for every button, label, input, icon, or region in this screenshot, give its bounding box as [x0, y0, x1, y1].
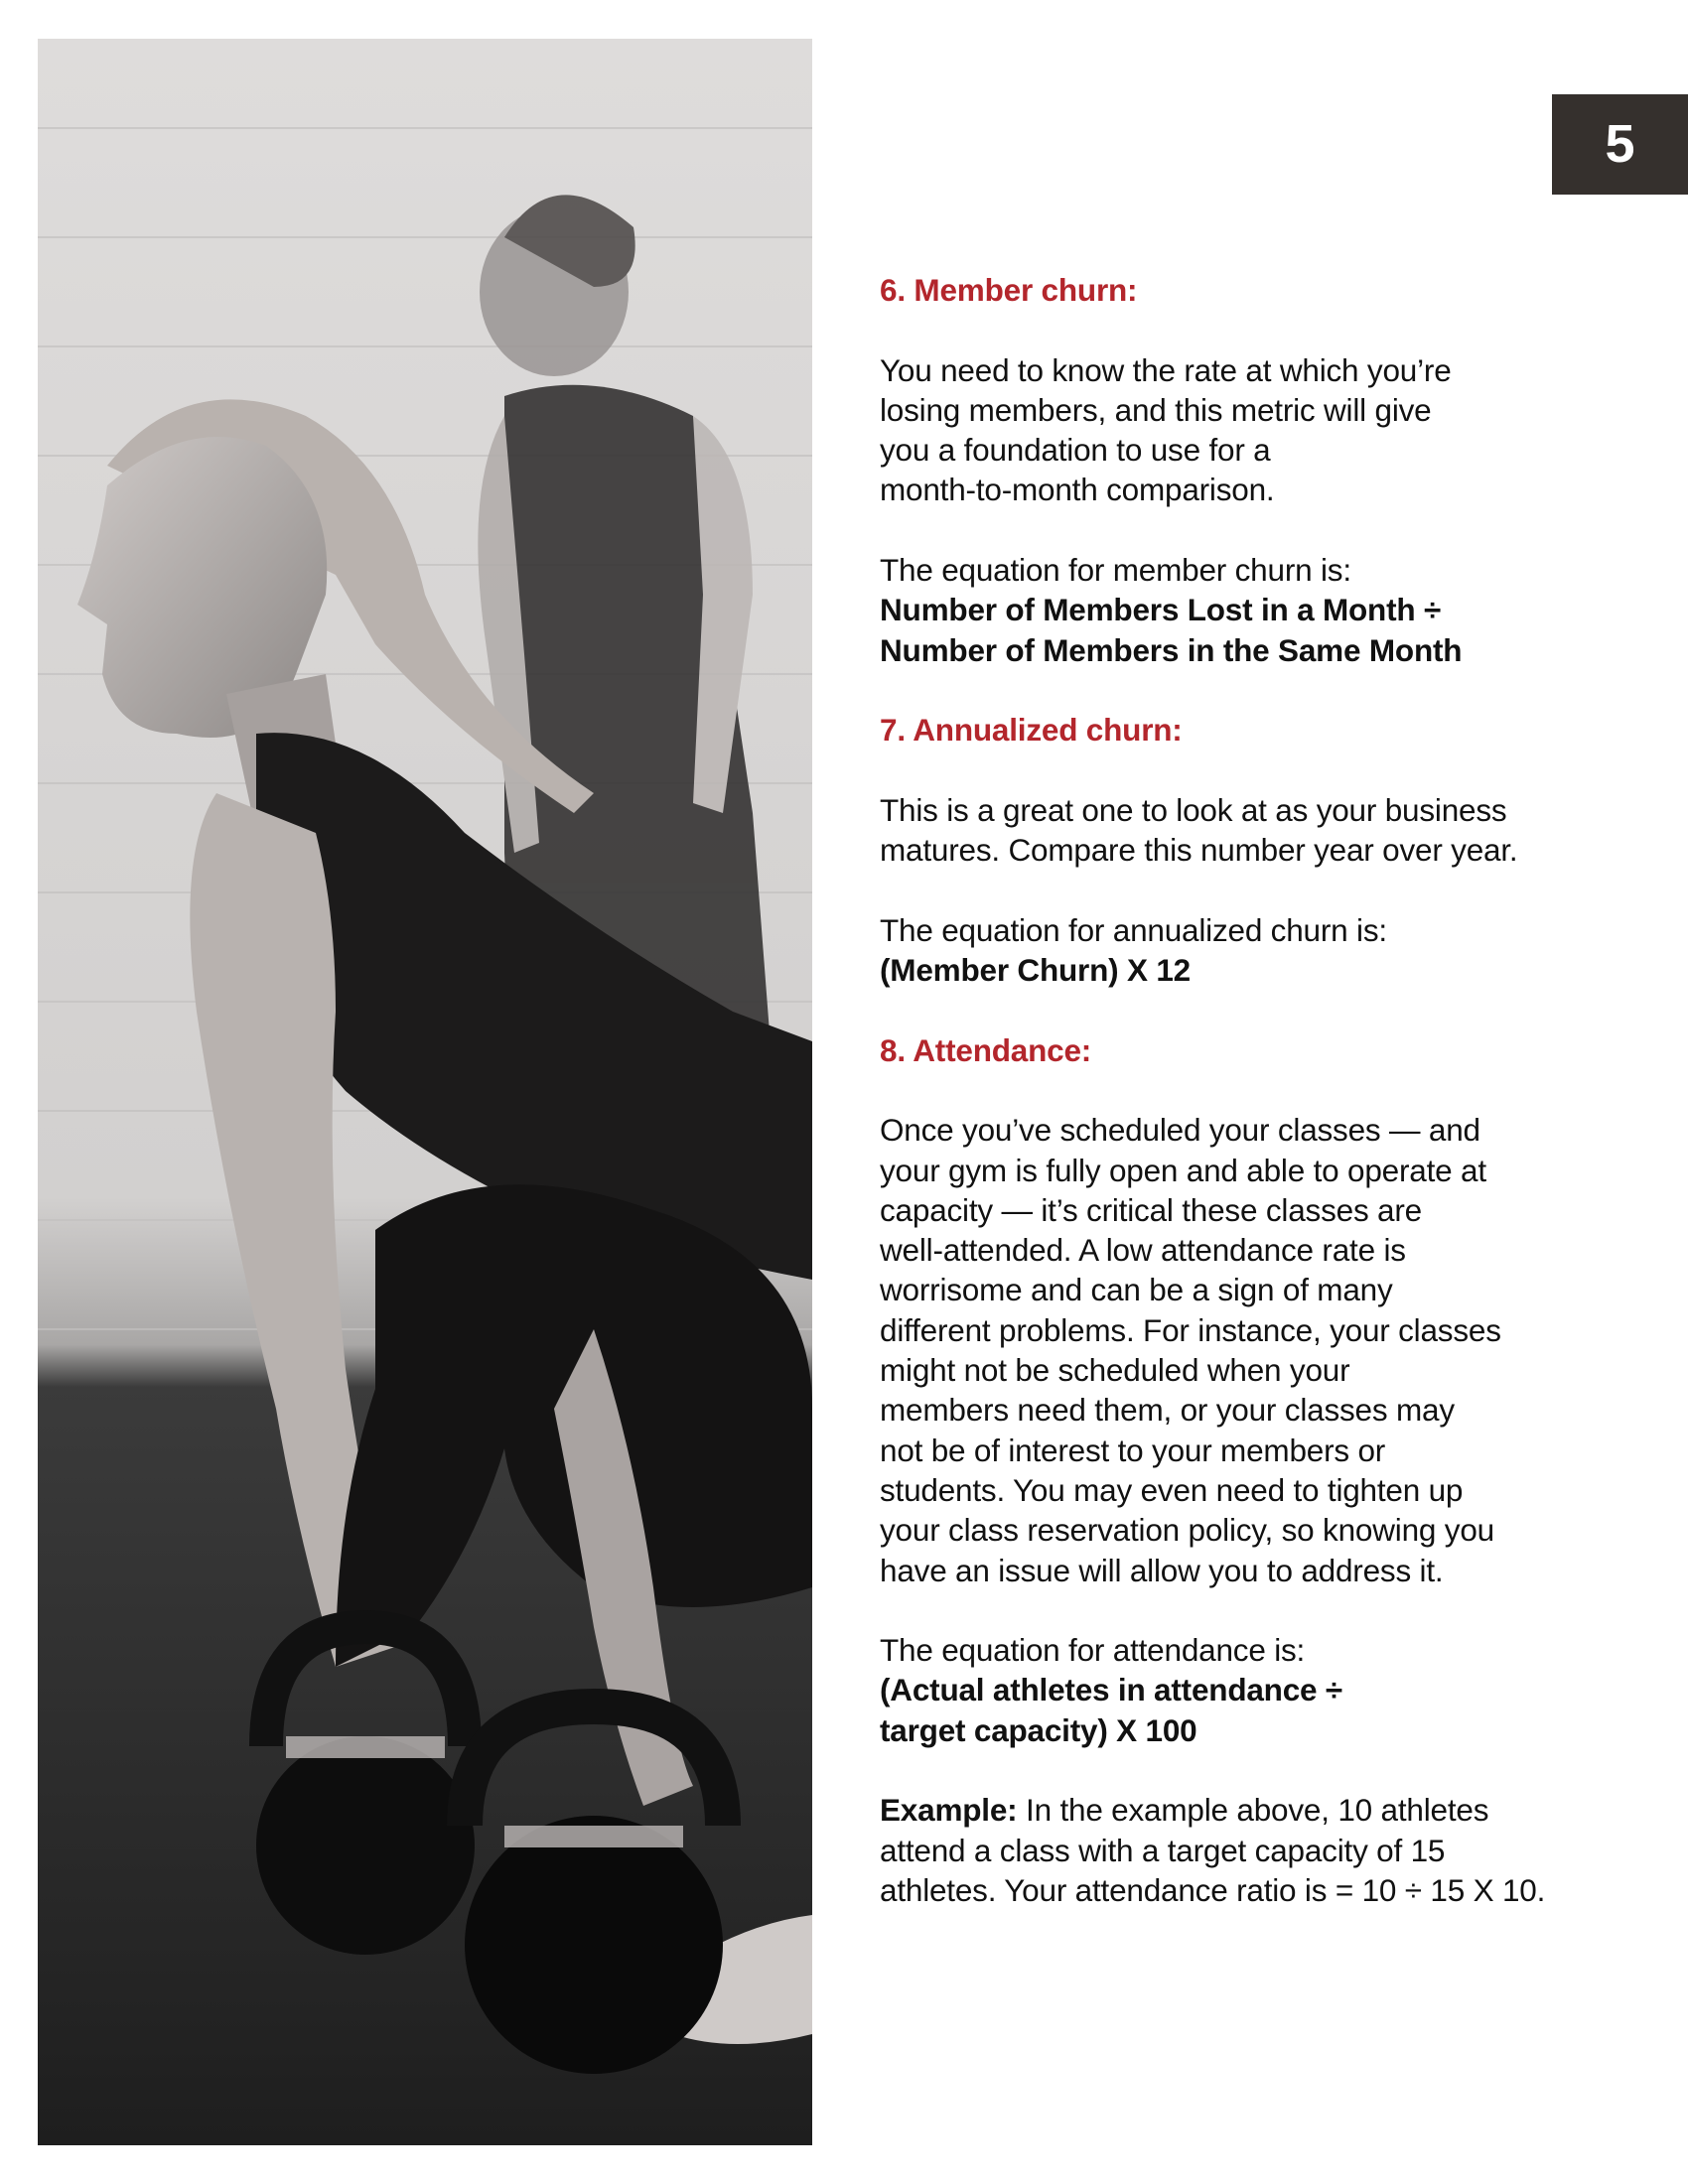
- body-line: different problems. For instance, your classes: [880, 1311, 1501, 1348]
- annualized-churn-equation-block: [880, 910, 1615, 991]
- body-line: members need them, or your classes may: [880, 1392, 1455, 1429]
- equation-line: (Member Churn) X 12: [880, 952, 1191, 989]
- example-label: Example:: [880, 1792, 1018, 1829]
- body-line: your class reservation policy, so knowing you: [880, 1512, 1494, 1549]
- example-line: athletes. Your attendance ratio is = 10 ÷ 15 X 10.: [880, 1871, 1546, 1908]
- equation-line: (Actual athletes in attendance ÷: [880, 1672, 1342, 1708]
- body-line: students. You may even need to tighten up: [880, 1471, 1464, 1508]
- equation-intro: The equation for annualized churn is:: [880, 911, 1387, 948]
- annualized-churn-body: [880, 790, 1615, 871]
- article-content: [880, 270, 1615, 1950]
- body-line: matures. Compare this number year over year.: [880, 832, 1518, 869]
- body-line: losing members, and this metric will give: [880, 391, 1432, 428]
- equation-line: target capacity) X 100: [880, 1711, 1197, 1748]
- member-churn-heading: 6. Member churn:: [880, 272, 1138, 308]
- body-line: not be of interest to your members or: [880, 1432, 1386, 1468]
- page-number-badge: 5: [1552, 94, 1688, 195]
- body-line: might not be scheduled when your: [880, 1352, 1350, 1389]
- attendance-equation-block: [880, 1630, 1615, 1750]
- example-line: attend a class with a target capacity of 15: [880, 1832, 1446, 1868]
- attendance-heading: 8. Attendance:: [880, 1031, 1092, 1068]
- equation-line: Number of Members Lost in a Month ÷: [880, 592, 1442, 628]
- member-churn-equation-block: [880, 550, 1615, 670]
- body-line: worrisome and can be a sign of many: [880, 1272, 1393, 1308]
- example-text: In the example above, 10 athletes: [1017, 1792, 1489, 1829]
- equation-intro: The equation for attendance is:: [880, 1632, 1306, 1669]
- body-line: capacity — it’s critical these classes are: [880, 1191, 1422, 1228]
- body-line: have an issue will allow you to address it.: [880, 1552, 1444, 1588]
- body-line: month-to-month comparison.: [880, 472, 1275, 508]
- equation-intro: The equation for member churn is:: [880, 552, 1351, 589]
- body-line: You need to know the rate at which you’re: [880, 351, 1452, 388]
- attendance-example: [880, 1790, 1615, 1910]
- annualized-churn-heading: 7. Annualized churn:: [880, 712, 1183, 749]
- kettlebell-workout-photo: [38, 39, 812, 2145]
- member-churn-body: [880, 350, 1615, 510]
- equation-line: Number of Members in the Same Month: [880, 631, 1463, 668]
- example-line: [880, 1790, 1615, 1830]
- body-line: well-attended. A low attendance rate is: [880, 1232, 1406, 1269]
- body-line: your gym is fully open and able to operate at: [880, 1152, 1486, 1188]
- body-line: you a foundation to use for a: [880, 432, 1271, 469]
- body-line: Once you’ve scheduled your classes — and: [880, 1112, 1480, 1149]
- body-line: This is a great one to look at as your business: [880, 791, 1507, 828]
- attendance-body: [880, 1110, 1615, 1590]
